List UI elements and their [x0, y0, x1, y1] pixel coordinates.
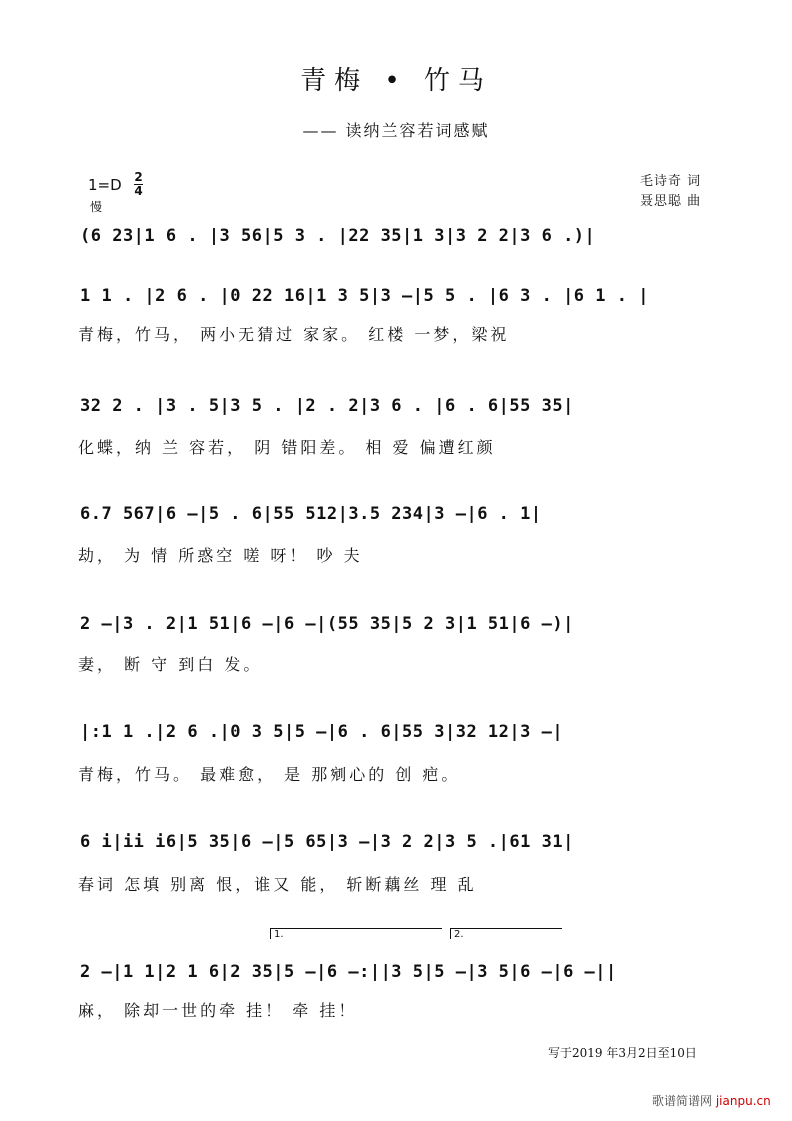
meter-bottom: 4	[134, 184, 143, 198]
notation-line-2: 1 1 . |2 6 . |0 22 16|1 3 5|3 –|5 5 . |6 3 . |6 1 . |	[80, 286, 649, 306]
lyric-line-7: 春词 怎填 别离 恨，谁又 能， 斩断藕丝 理 乱	[78, 875, 477, 894]
composer-credit: 聂思聪 曲	[640, 194, 702, 209]
tempo-mark: 慢	[90, 200, 103, 214]
watermark-site-name: 歌谱简谱网	[652, 1094, 713, 1108]
song-title: 青梅 • 竹马	[300, 66, 492, 96]
lyricist-credit: 毛诗奇 词	[640, 174, 702, 189]
notation-line-4: 6.7 567|6 –|5 . 6|55 512|3.5 234|3 –|6 . 1|	[80, 504, 542, 524]
lyric-line-4: 劫， 为 情 所惑空 嗟 呀！ 吵 夫	[78, 546, 363, 565]
watermark	[652, 1092, 771, 1109]
notation-line-6: |:1 1 .|2 6 .|0 3 5|5 –|6 . 6|55 3|32 12|3 –|	[80, 722, 564, 742]
meter-top: 2	[134, 170, 143, 184]
lyric-line-8: 麻， 除却一世的牵 挂！ 牵 挂！	[78, 1001, 358, 1020]
notation-line-5: 2 –|3 . 2|1 51|6 –|6 –|(55 35|5 2 3|1 51|6 –)|	[80, 614, 574, 634]
notation-line-7: 6 i|ii i6|5 35|6 –|5 65|3 –|3 2 2|3 5 .|61 31|	[80, 832, 574, 852]
lyric-line-2: 青梅，竹马， 两小无猜过 家家。 红楼 一梦，梁祝	[78, 325, 510, 344]
notation-line-8: 2 –|1 1|2 1 6|2 35|5 –|6 –:||3 5|5 –|3 5|6 –|6 –||	[80, 962, 617, 982]
volta-second: 2.	[450, 928, 562, 939]
composition-date: 写于2019 年3月2日至10日	[548, 1046, 697, 1060]
lyric-line-6: 青梅，竹马。 最难愈， 是 那剜心的 创 疤。	[78, 765, 461, 784]
watermark-domain: jianpu.cn	[715, 1094, 771, 1108]
notation-line-1: (6 23|1 6 . |3 56|5 3 . |22 35|1 3|3 2 2|3 6 .)|	[80, 226, 596, 246]
time-signature	[134, 172, 143, 197]
notation-line-3: 32 2 . |3 . 5|3 5 . |2 . 2|3 6 . |6 . 6|55 35|	[80, 396, 574, 416]
key-signature: 1=D	[88, 176, 122, 194]
lyric-line-3: 化蝶，纳 兰 容若， 阴 错阳差。 相 爱 偏遭红颜	[78, 438, 496, 457]
song-subtitle: —— 读纳兰容若词感赋	[302, 121, 490, 140]
volta-first: 1.	[270, 928, 442, 939]
lyric-line-5: 妻， 断 守 到白 发。	[78, 655, 263, 674]
